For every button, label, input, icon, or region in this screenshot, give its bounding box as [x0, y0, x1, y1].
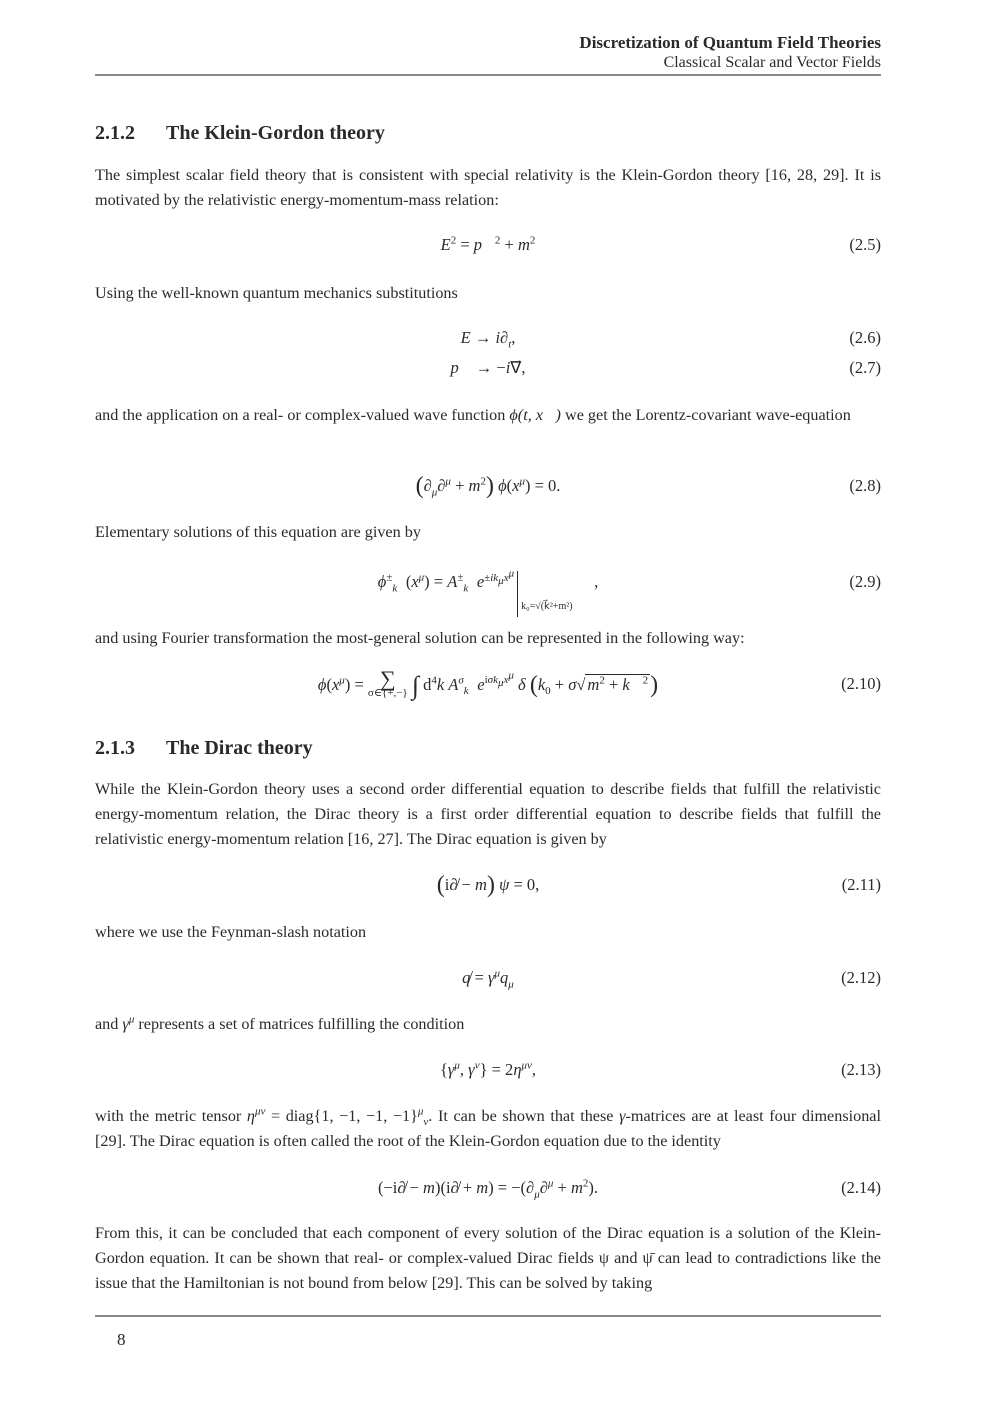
running-header	[579, 32, 881, 73]
header-rule	[95, 74, 881, 76]
paragraph: Elementary solutions of this equation are given by	[95, 523, 421, 541]
evaluation-bar	[517, 571, 573, 617]
paragraph: While the Klein-Gordon theory uses a second order differential equation to describe fields that fulfill the relativistic energy-momentum relation, the Dirac theory is a first order differential equation to describe fields that fulfill the relativistic energy-momentum relation [16, 27]. The Dirac equation is given by	[95, 780, 881, 848]
footer-rule	[95, 1315, 881, 1317]
evaluation-limit: k₀=√(k⃗²+m²)	[521, 601, 573, 612]
equation-number: (2.14)	[841, 1178, 881, 1197]
equation-body: $\phi(x^\mu)$ = ∑ σ∈{+,−} ∫ $d^4k$ $A^\sigma_{k⃗}e^{i\sigma k_\mu x^\mu}$ δ ($k_0 + \sigma√$ $m^2$ + k⃗$^2$)	[317, 666, 659, 700]
paragraph: The simplest scalar field theory that is consistent with special relativity is the Klein-Gordon theory [16, 28, 29]. It is motivated by the relativistic energy-momentum-mass relation:	[95, 166, 881, 209]
running-header-subtitle: Classical Scalar and Vector Fields	[663, 54, 881, 71]
equation-body: (i∂̸ − m) ψ = 0,	[436, 872, 540, 898]
equation-number: (2.12)	[841, 968, 881, 987]
paragraph: From this, it can be concluded that each component of every solution of the Dirac equation is a solution of the Klein-Gordon equation. It can be shown that real- or complex-valued Dirac fields ψ and ψ̄ can lead to contradictions like the issue that the Hamiltonian is not bound from below [29]. This can be solved by taking	[95, 1224, 881, 1292]
equation-number: (2.9)	[849, 572, 881, 591]
page	[95, 0, 881, 1414]
paragraph: and the application on a real- or complex-valued wave function ϕ(t, x⃗) we get the Lorentz-covariant wave-equation	[95, 406, 851, 424]
paragraph: and $\gamma^\mu$ represents a set of matrices fulfilling the condition	[95, 1013, 465, 1033]
equation-number: (2.10)	[841, 674, 881, 693]
equation-number: (2.11)	[841, 875, 881, 894]
paragraph: and using Fourier transformation the most-general solution can be represented in the following way:	[95, 629, 745, 647]
equation-body: {$\gamma^\mu$, $\gamma^\nu\} = 2\eta^{\mu\nu}$,	[439, 1059, 537, 1079]
equation-body: $E \to i\partial_t$,	[460, 328, 516, 351]
equation-number: (2.5)	[849, 235, 881, 254]
page-number: 8	[117, 1330, 126, 1349]
equation-body: $(\partial_\mu\partial^\mu + m^2) \phi(x^\mu) = 0$.	[415, 473, 561, 499]
running-header-title: Discretization of Quantum Field Theories	[579, 33, 881, 52]
section-heading-klein-gordon	[95, 121, 385, 145]
equation-number: (2.6)	[849, 328, 881, 347]
section-number: 2.1.3	[95, 737, 135, 759]
equation-body: (−i∂̸ − m)(i∂̸ + $m) = -(\partial_\mu\partial^\mu + m^2)$.	[377, 1177, 599, 1201]
section-heading-dirac	[95, 736, 313, 760]
sum-operator: ∑ σ∈{+,−}	[367, 666, 408, 699]
paragraph: with the metric tensor $\eta^{\mu\nu}$ = diag{1, −1, −1, −1}$^\mu_\nu$. It can be shown that these γ-matrices are at least four dimensional [29]. The Dirac equation is often called the root of the Klein-Gordon equation due to the identity	[95, 1105, 881, 1150]
paragraph: where we use the Feynman-slash notation	[95, 923, 367, 941]
section-title: The Klein-Gordon theory	[166, 122, 385, 144]
equation-body: $\phi^\pm_{k⃗}(x^\mu) = A^\pm_{k⃗}e^{\pm ik_\mu x^\mu}$ k₀=√(k⃗²+m²) ,	[95, 570, 881, 617]
section-title: The Dirac theory	[166, 737, 313, 759]
equation-body: q̸ = $\gamma^\mu q_\mu$	[462, 967, 514, 991]
paragraph: Using the well-known quantum mechanics substitutions	[95, 284, 458, 302]
section-number: 2.1.2	[95, 122, 135, 144]
equation-number: (2.7)	[849, 358, 881, 377]
equation-body: $E^2$ = p⃗$^2$ + $m^2$	[440, 234, 536, 254]
equation-body: p⃗ → −i∇⃗,	[450, 358, 526, 377]
equation-number: (2.8)	[849, 476, 881, 495]
equation-number: (2.13)	[841, 1060, 881, 1079]
